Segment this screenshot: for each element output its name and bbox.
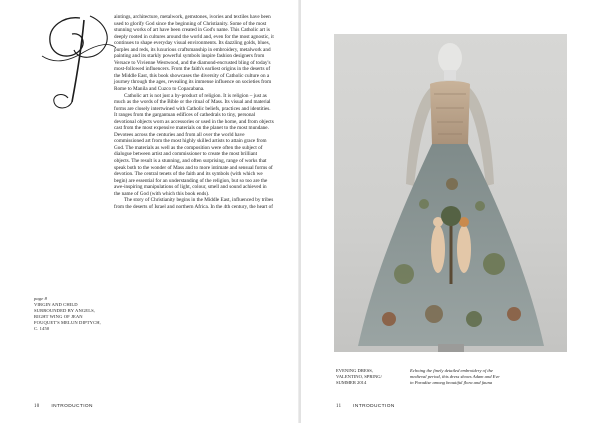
side-caption [34,296,106,332]
caption-page-reference: page 8 [34,296,47,301]
dropcap-p-ornament [34,12,118,112]
paragraph-3: The story of Christianity begins in the Middle East, influenced by tribes from the deserts of Israel and northern Africa. In the 4th century, the heart of [114,197,274,210]
running-head: INTRODUCTION [353,404,395,409]
left-page [0,0,299,423]
photo-title-caption: EVENING DRESS, VALENTINO, SPRING/ SUMMER 2014 [336,368,382,385]
page-number: 11 [336,404,342,409]
running-head: INTRODUCTION [51,404,93,409]
caption-text: VIRGIN AND CHILD SURROUNDED BY ANGELS, RIGHT WING OF JEAN FOUQUET'S MELUN DIPTYCH, C. 1450 [34,302,101,331]
paragraph-1: aintings, architecture, metalwork, gemstones, ivories and textiles have been used to glorify God since the beginning of Christianity. Some of the most stunning works of art have been created in God's name. This Catholic art is deeply rooted in cultures around the world and, even for the most agnostic, it continues to shape everyday visual environments. Its dazzling golds, blues, purples and reds, its luxurious craftsmanship in embroidery, metalwork and painting and its starkly powerful symbols inspire fashion designers from Versace to Vivienne Westwood, and the diamond-encrusted bling of today's most-followed influencers. From the faith's earliest origins in the deserts of the Middle East, this book showcases the diversity of Catholic culture on a journey through the ages, revealing its immense influence on societies from Rome to Manila and Cuzco to Copacabana. [114,14,274,93]
left-footer [34,404,93,409]
right-footer [336,404,395,409]
photo-description-caption: Echoing the finely detailed embroidery of the medieval period, this dress shows Adam and Eve in Paradise among beautiful flora and fauna [410,368,500,385]
body-text [114,14,274,210]
page-number: 10 [34,404,40,409]
evening-dress-photo [334,34,567,352]
paragraph-2: Catholic art is not just a by-product of religion. It is religion – just as much as the words of the Bible or the ritual of Mass. Its visual and material forms are closely intertwined with Catholic beliefs, practices and identities. It ranges from the gargantuan edifices of cathedrals to tiny, personal devotional objects worn as accessories or used in the home, and from objects cast from the most expensive materials on the planet to the most mundane. Devotees across the centuries and from all over the world have commissioned art from the most highly skilled artists to attain grace from God. The materials as well as the composition were often the subject of dialogue between artist and commissioner to create the most brilliant objects. The result is a stunning, and often surprising, range of works that speak both to the wonder of Mass and to more intimate and sensual forms of devotion. The central tenets of the faith and its symbols (with which we begin) are essential for an understanding of the religion, but so too are the awe-inspiring manipulations of light, colour, smell and sound achieved in the name of God (with which this book ends). [114,92,274,197]
